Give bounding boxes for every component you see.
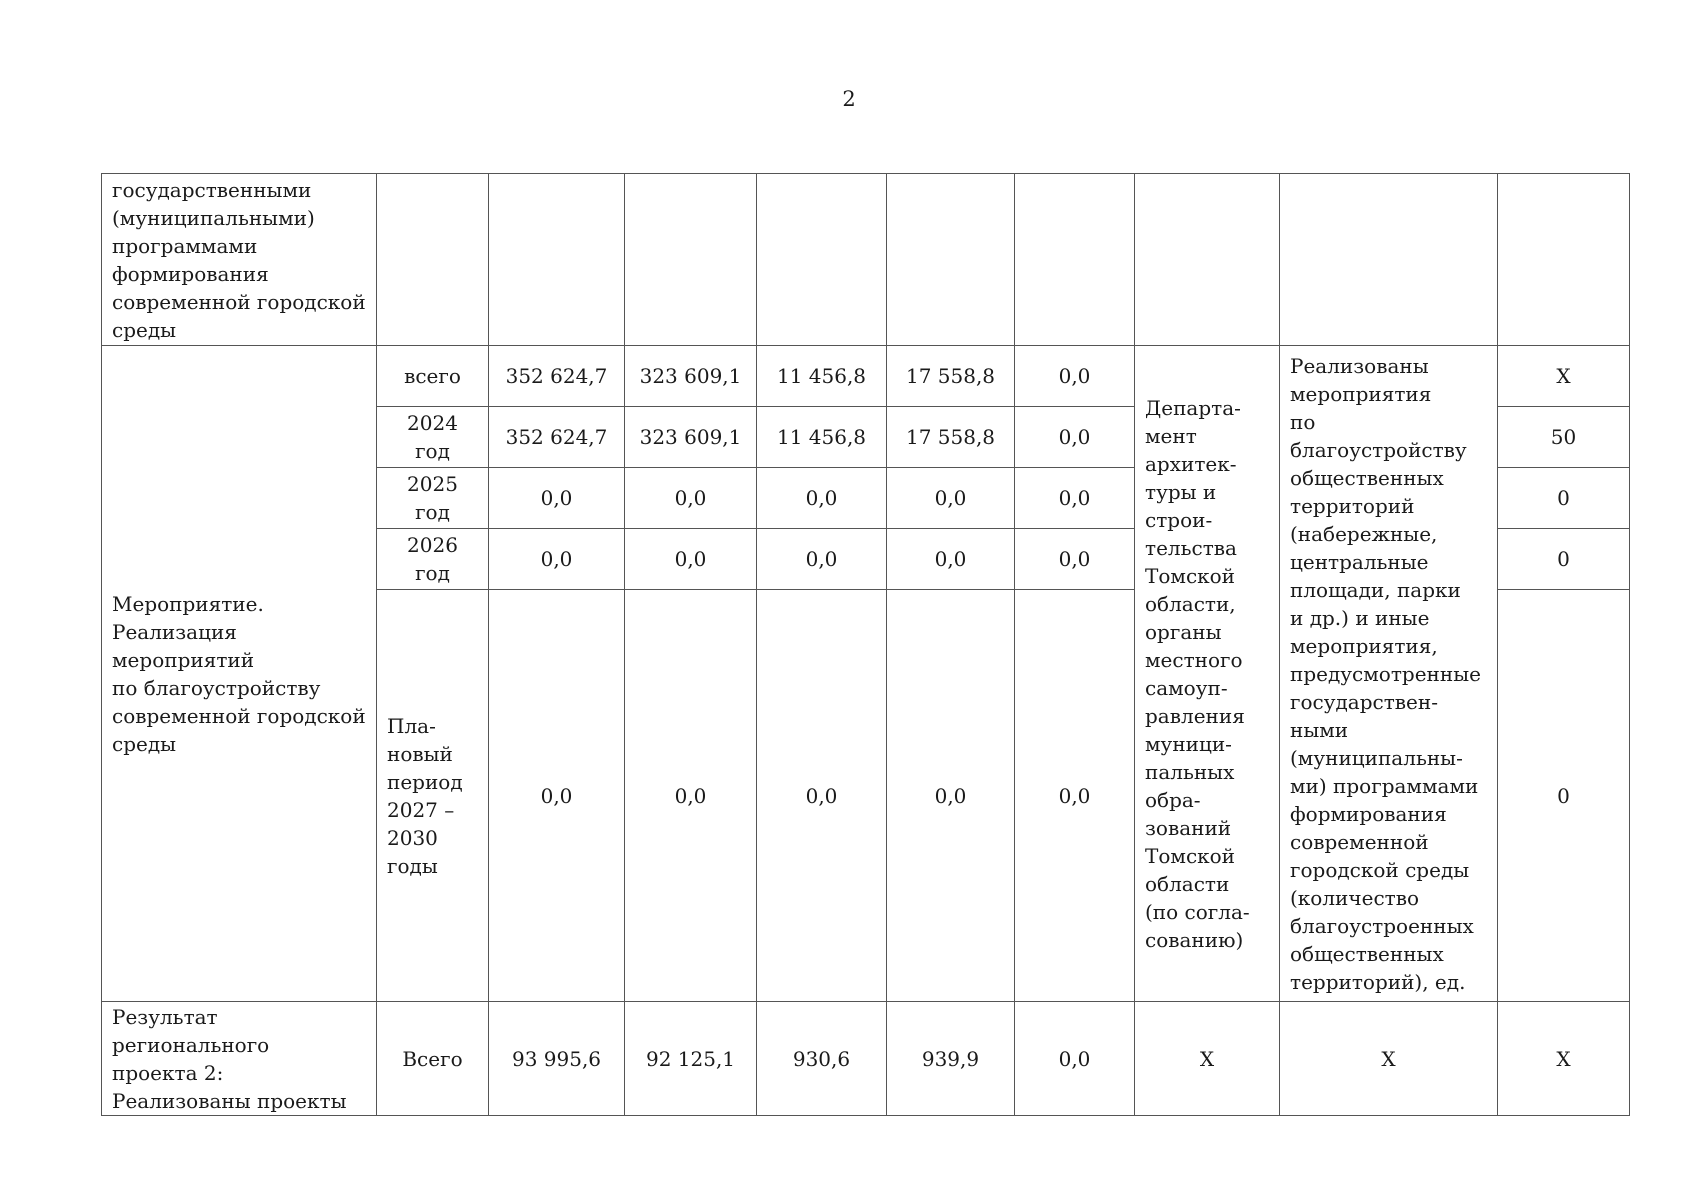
table-row-continuation xyxy=(102,174,1630,346)
local-cell: 0,0 xyxy=(887,529,1015,590)
result-cell: X xyxy=(1280,1002,1498,1116)
total-cell: 352 624,7 xyxy=(489,407,625,468)
continuation-name-cell: государственными (муниципальными) программами формирования современной городской среды xyxy=(102,174,377,346)
indicator-cell: X xyxy=(1498,1002,1630,1116)
page-number: 2 xyxy=(842,87,856,111)
total-cell: 352 624,7 xyxy=(489,346,625,407)
period-cell: всего xyxy=(377,346,489,407)
local-cell: 17 558,8 xyxy=(887,346,1015,407)
federal-cell: 0,0 xyxy=(625,529,757,590)
empty-cell xyxy=(887,174,1015,346)
period-cell: 2025 год xyxy=(377,468,489,529)
local-cell: 0,0 xyxy=(887,590,1015,1002)
empty-cell xyxy=(1498,174,1630,346)
regional-cell: 11 456,8 xyxy=(757,407,887,468)
indicator-cell: 0 xyxy=(1498,590,1630,1002)
table-row-result2 xyxy=(102,1002,1630,1116)
empty-cell xyxy=(757,174,887,346)
regional-cell: 930,6 xyxy=(757,1002,887,1116)
other-cell: 0,0 xyxy=(1015,529,1135,590)
indicator-cell: X xyxy=(1498,346,1630,407)
federal-cell: 323 609,1 xyxy=(625,407,757,468)
other-cell: 0,0 xyxy=(1015,590,1135,1002)
responsible-cell: Департа- мент архитек- туры и строи- тельства Томской области, органы местного самоуп- равления муници- пальных обра- зований Томской области (по согла- сованию) xyxy=(1135,346,1280,1002)
indicator-cell: 50 xyxy=(1498,407,1630,468)
period-cell: 2024 год xyxy=(377,407,489,468)
other-cell: 0,0 xyxy=(1015,1002,1135,1116)
federal-cell: 0,0 xyxy=(625,590,757,1002)
empty-cell xyxy=(1015,174,1135,346)
period-cell: 2026 год xyxy=(377,529,489,590)
other-cell: 0,0 xyxy=(1015,407,1135,468)
empty-cell xyxy=(1135,174,1280,346)
regional-cell: 11 456,8 xyxy=(757,346,887,407)
empty-cell xyxy=(489,174,625,346)
empty-cell xyxy=(1280,174,1498,346)
total-cell: 0,0 xyxy=(489,468,625,529)
total-cell: 93 995,6 xyxy=(489,1002,625,1116)
event-name-cell: Мероприятие. Реализация мероприятий по благоустройству современной городской среды xyxy=(102,346,377,1002)
responsible-cell: X xyxy=(1135,1002,1280,1116)
empty-cell xyxy=(377,174,489,346)
regional-cell: 0,0 xyxy=(757,590,887,1002)
other-cell: 0,0 xyxy=(1015,468,1135,529)
empty-cell xyxy=(625,174,757,346)
total-cell: 0,0 xyxy=(489,590,625,1002)
local-cell: 17 558,8 xyxy=(887,407,1015,468)
local-cell: 0,0 xyxy=(887,468,1015,529)
regional-cell: 0,0 xyxy=(757,468,887,529)
table-row-event-total xyxy=(102,346,1630,407)
local-cell: 939,9 xyxy=(887,1002,1015,1116)
period-cell: Пла- новый период 2027 – 2030 годы xyxy=(377,590,489,1002)
other-cell: 0,0 xyxy=(1015,346,1135,407)
federal-cell: 323 609,1 xyxy=(625,346,757,407)
federal-cell: 92 125,1 xyxy=(625,1002,757,1116)
result-cell: Реализованы мероприятия по благоустройству общественных территорий (набережные, центральные площади, парки и др.) и иные мероприятия, предусмотренные государствен- ными (муниципальны- ми) программами формирования современной городской среды (количество благоустроенных общественных территорий), ед. xyxy=(1280,346,1498,1002)
result2-name-cell: Результат регионального проекта 2: Реализованы проекты xyxy=(102,1002,377,1116)
indicator-cell: 0 xyxy=(1498,529,1630,590)
total-cell: 0,0 xyxy=(489,529,625,590)
period-cell: Всего xyxy=(377,1002,489,1116)
indicator-cell: 0 xyxy=(1498,468,1630,529)
program-table xyxy=(101,173,1630,1116)
federal-cell: 0,0 xyxy=(625,468,757,529)
regional-cell: 0,0 xyxy=(757,529,887,590)
